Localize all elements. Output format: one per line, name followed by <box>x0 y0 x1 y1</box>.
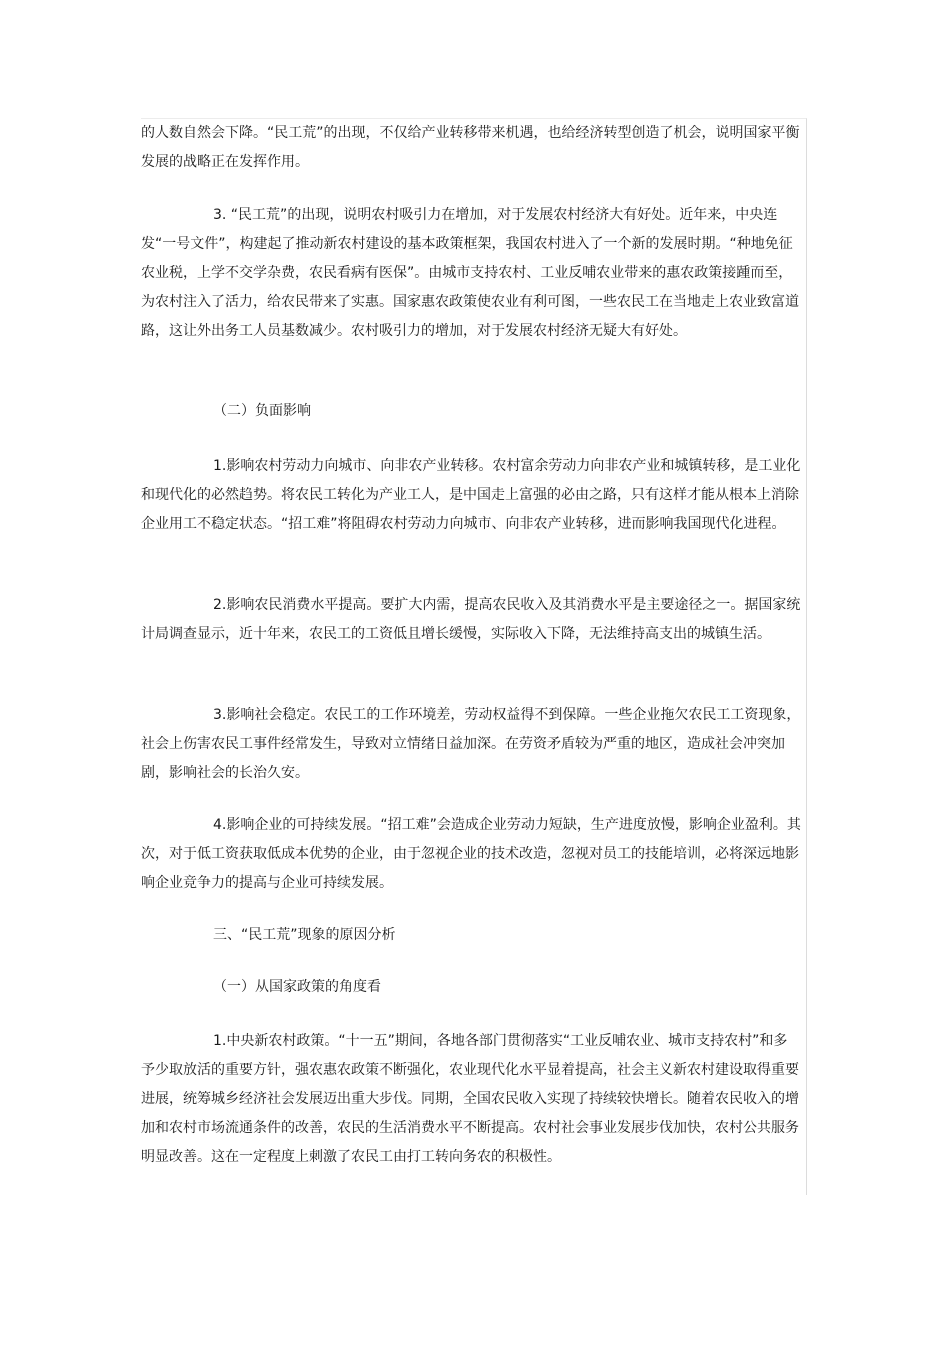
subsection-heading-policy: （一）从国家政策的角度看 <box>213 979 381 995</box>
paragraph-policy-point-1: 1.中央新农村政策。“十一五”期间，各地各部门贯彻落实“工业反哺农业、城市支持农村”和多予少取放活的重要方针，强农惠农政策不断强化，农业现代化水平显着提高，社会主义新农村建设取得重要进展，统筹城乡经济社会发展迈出重大步伐。同期，全国农民收入实现了持续较快增长。随着农民收入的增加和农村市场流通条件的改善，农民的生活消费水平不断提高。农村社会事业发展步伐加快，农村公共服务明显改善。这在一定程度上刺激了农民工由打工转向务农的积极性。 <box>141 1033 799 1165</box>
section-heading-cause-analysis: 三、“民工荒”现象的原因分析 <box>213 927 396 943</box>
section-heading-negative-impact: （二）负面影响 <box>213 403 311 419</box>
paragraph-continuation: 的人数自然会下降。“民工荒”的出现，不仅给产业转移带来机遇，也给经济转型创造了机会，说明国家平衡发展的战略正在发挥作用。 <box>141 125 800 170</box>
paragraph-point-4-negative: 4.影响企业的可持续发展。“招工难”会造成企业劳动力短缺，生产进度放慢，影响企业盈利。其次，对于低工资获取低成本优势的企业，由于忽视企业的技术改造，忽视对员工的技能培训，必将深远地影响企业竞争力的提高与企业可持续发展。 <box>141 817 801 891</box>
paragraph-point-2-negative: 2.影响农民消费水平提高。要扩大内需，提高农民收入及其消费水平是主要途径之一。据国家统计局调查显示，近十年来，农民工的工资低且增长缓慢，实际收入下降，无法维持高支出的城镇生活。 <box>141 597 801 642</box>
paragraph-point-1-negative: 1.影响农村劳动力向城市、向非农产业转移。农村富余劳动力向非农产业和城镇转移，是工业化和现代化的必然趋势。将农民工转化为产业工人，是中国走上富强的必由之路，只有这样才能从根本上消除企业用工不稳定状态。“招工难”将阻碍农村劳动力向城市、向非农产业转移，进而影响我国现代化进程。 <box>141 458 801 532</box>
paragraph-point-3-positive: 3. “民工荒”的出现，说明农村吸引力在增加，对于发展农村经济大有好处。近年来，中央连发“一号文件”，构建起了推动新农村建设的基本政策框架，我国农村进入了一个新的发展时期。“种地免征农业税，上学不交学杂费，农民看病有医保”。由城市支持农村、工业反哺农业带来的惠农政策接踵而至，为农村注入了活力，给农民带来了实惠。国家惠农政策使农业有利可图，一些农民工在当地走上农业致富道路，这让外出务工人员基数减少。农村吸引力的增加，对于发展农村经济无疑大有好处。 <box>141 207 799 339</box>
document-page <box>141 118 807 1195</box>
paragraph-point-3-negative: 3.影响社会稳定。农民工的工作环境差，劳动权益得不到保障。一些企业拖欠农民工工资现象，社会上伤害农民工事件经常发生，导致对立情绪日益加深。在劳资矛盾较为严重的地区，造成社会冲突加剧，影响社会的长治久安。 <box>141 707 801 781</box>
